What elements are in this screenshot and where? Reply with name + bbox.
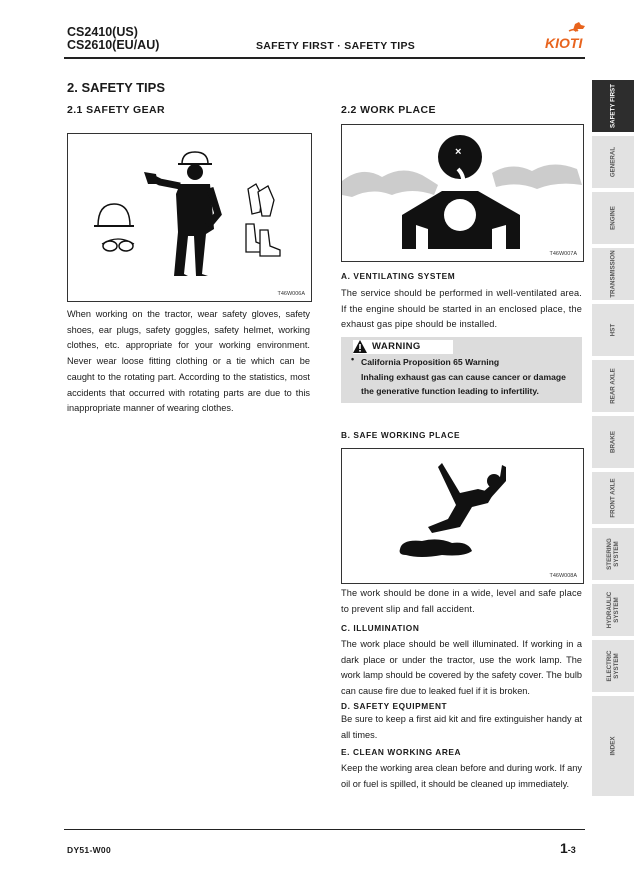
logo-text: KIOTI: [545, 35, 583, 51]
ventilating-system-text: The service should be performed in well-ventilated area. If the engine should be started in an enclosed place, the exhaust gas pipe should be installed.: [341, 288, 582, 330]
warning-line2: Inhaling exhaust gas can cause cancer or damage the generative function leading to infertility.: [361, 372, 566, 396]
heading-illumination: C. ILLUMINATION: [341, 623, 420, 633]
tab-label: GENERAL: [609, 146, 617, 178]
tab-index[interactable]: [592, 696, 634, 800]
warning-box: [341, 337, 582, 403]
section-title: 2. SAFETY TIPS: [67, 80, 166, 95]
tab-safety-first[interactable]: [592, 80, 634, 136]
heading-safety-equipment: D. SAFETY EQUIPMENT: [341, 701, 448, 711]
tab-label: ENGINE: [609, 206, 617, 230]
footer-rule: [64, 829, 585, 830]
tab-steering-system[interactable]: [592, 528, 634, 584]
tab-label: ELECTRIC SYSTEM: [606, 650, 620, 682]
tab-engine[interactable]: [592, 192, 634, 248]
subtitle-work-place: 2.2 WORK PLACE: [341, 104, 436, 116]
tab-label: HST: [609, 323, 617, 337]
header-title: SAFETY FIRST · SAFETY TIPS: [256, 40, 416, 52]
exhaust-inhalation-illustration: [342, 125, 583, 261]
tab-label: REAR AXLE: [609, 368, 617, 404]
tab-rear-axle[interactable]: [592, 360, 634, 416]
warning-triangle-icon: [353, 340, 367, 353]
tab-label: FRONT AXLE: [609, 478, 617, 518]
tab-brake[interactable]: [592, 416, 634, 472]
tab-transmission[interactable]: [592, 248, 634, 304]
tab-label: HYDRAULIC SYSTEM: [606, 591, 620, 629]
warning-bullet: •: [351, 354, 355, 364]
figure-safety-gear: [67, 133, 312, 302]
tab-hydraulic-system[interactable]: [592, 584, 634, 640]
safety-gear-text: When working on the tractor, wear safety gloves, safety shoes, ear plugs, safety goggles, safety helmet, working clothes, etc. appropriate for your working environment. Never wear loose fitting clothing or a tie which can be caught to the rotating part. According to the statistics, most accidents that occurred with rotating parts are due to this inappropriate manner of wearing clothes.: [67, 309, 310, 414]
header-rule: [64, 57, 585, 59]
heading-safe-working-place: B. SAFE WORKING PLACE: [341, 430, 461, 440]
tab-hst[interactable]: [592, 304, 634, 360]
page-chapter: 1: [560, 840, 568, 856]
figure-slip-fall: [341, 448, 584, 584]
tab-label: BRAKE: [609, 430, 617, 454]
tab-label: STEERING SYSTEM: [606, 538, 620, 570]
document-code: DY51-W00: [67, 845, 111, 855]
page-number: [560, 840, 576, 856]
figure-ventilation: [341, 124, 584, 262]
warning-header: [353, 340, 453, 354]
subtitle-safety-gear: 2.1 SAFETY GEAR: [67, 104, 165, 116]
kioti-logo: [545, 22, 587, 57]
model-name-line1: CS2410(US): [67, 25, 138, 39]
svg-text:×: ×: [455, 146, 462, 158]
tab-electric-system[interactable]: [592, 640, 634, 696]
heading-ventilating-system: A. VENTILATING SYSTEM: [341, 271, 456, 281]
safety-gear-illustration: [68, 134, 311, 301]
safety-equipment-text: Be sure to keep a first aid kit and fire extinguisher handy at all times.: [341, 714, 582, 740]
figure-label-t46w008a: T46W008A: [549, 573, 577, 579]
tab-general[interactable]: [592, 136, 634, 192]
page-sub: -3: [567, 845, 576, 855]
tab-label: TRANSMISSION: [609, 250, 617, 298]
figure-label-t46w007a: T46W007A: [549, 251, 577, 257]
model-name-line2: CS2610(EU/AU): [67, 38, 160, 52]
figure-label-t46w006a: T46W006A: [277, 291, 305, 297]
clean-working-area-text: Keep the working area clean before and during work. If any oil or fuel is spilled, it should be cleaned up immediately.: [341, 763, 582, 789]
illumination-text: The work place should be well illuminated. If working in a dark place or under the tractor, use the work lamp. The work lamp should be covered by the safety cover. The bulb can cause fire due to leaked fuel if it is broken.: [341, 639, 582, 697]
tab-front-axle[interactable]: [592, 472, 634, 528]
tab-label: SAFETY FIRST: [609, 84, 617, 128]
warning-line1: California Proposition 65 Warning: [361, 357, 500, 367]
safe-working-place-text: The work should be done in a wide, level and safe place to prevent slip and fall accident.: [341, 588, 582, 614]
heading-clean-working-area: E. CLEAN WORKING AREA: [341, 747, 462, 757]
warning-title: WARNING: [372, 341, 421, 352]
tab-label: INDEX: [609, 736, 617, 756]
slip-fall-illustration: [342, 449, 583, 583]
